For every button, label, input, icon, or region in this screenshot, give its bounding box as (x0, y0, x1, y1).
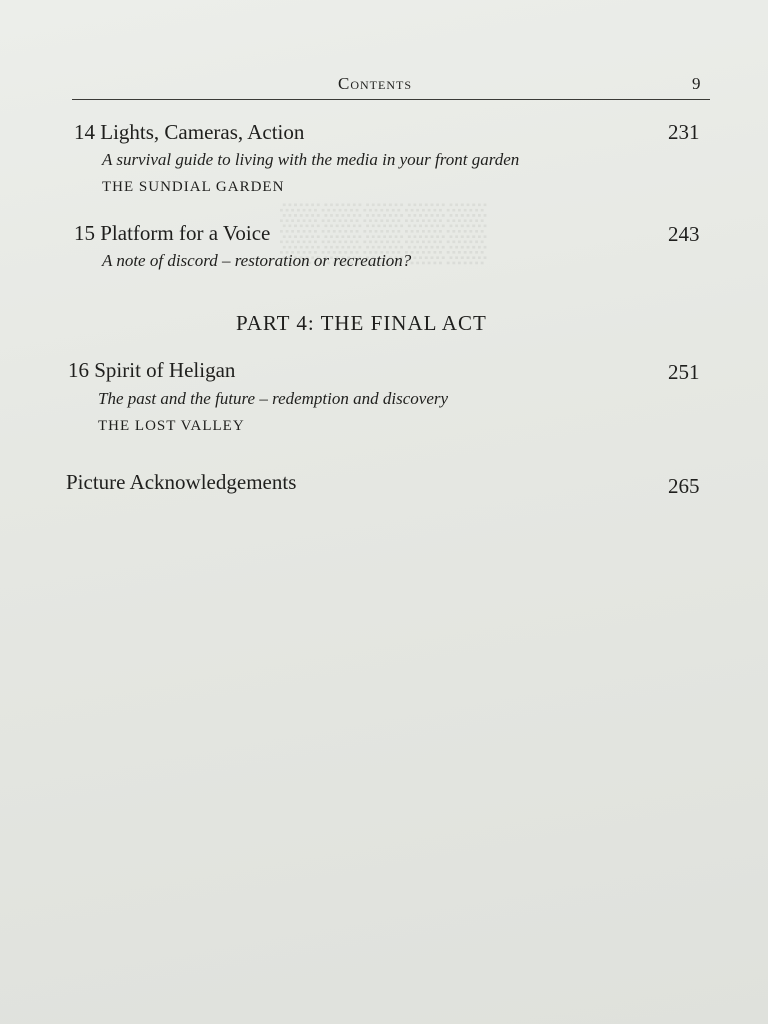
chapter-title: 16 Spirit of Heligan (68, 358, 236, 382)
chapter-title: 14 Lights, Cameras, Action (74, 120, 305, 144)
chapter-location: THE LOST VALLEY (98, 418, 245, 434)
show-through-decoration: ▒▒▒▒▒ (280, 201, 489, 263)
acknowledgements-title: Picture Acknowledgements (66, 470, 297, 494)
part-heading: PART 4: THE FINAL ACT (236, 311, 487, 335)
chapter-subtitle: The past and the future – redemption and discovery (98, 389, 449, 408)
chapter-page-number: 231 (668, 120, 700, 144)
chapter-subtitle: A note of discord – restoration or recreation? (102, 251, 412, 270)
chapter-location: THE SUNDIAL GARDEN (102, 179, 285, 195)
running-header-page-number: 9 (692, 74, 701, 93)
chapter-title: 15 Platform for a Voice (74, 221, 271, 245)
chapter-page-number: 251 (668, 360, 700, 384)
header-rule (72, 99, 710, 100)
acknowledgements-page-number: 265 (668, 474, 700, 498)
chapter-page-number: 243 (668, 222, 700, 246)
running-header-title: Contents (338, 74, 413, 93)
chapter-subtitle: A survival guide to living with the media in your front garden (102, 150, 520, 169)
